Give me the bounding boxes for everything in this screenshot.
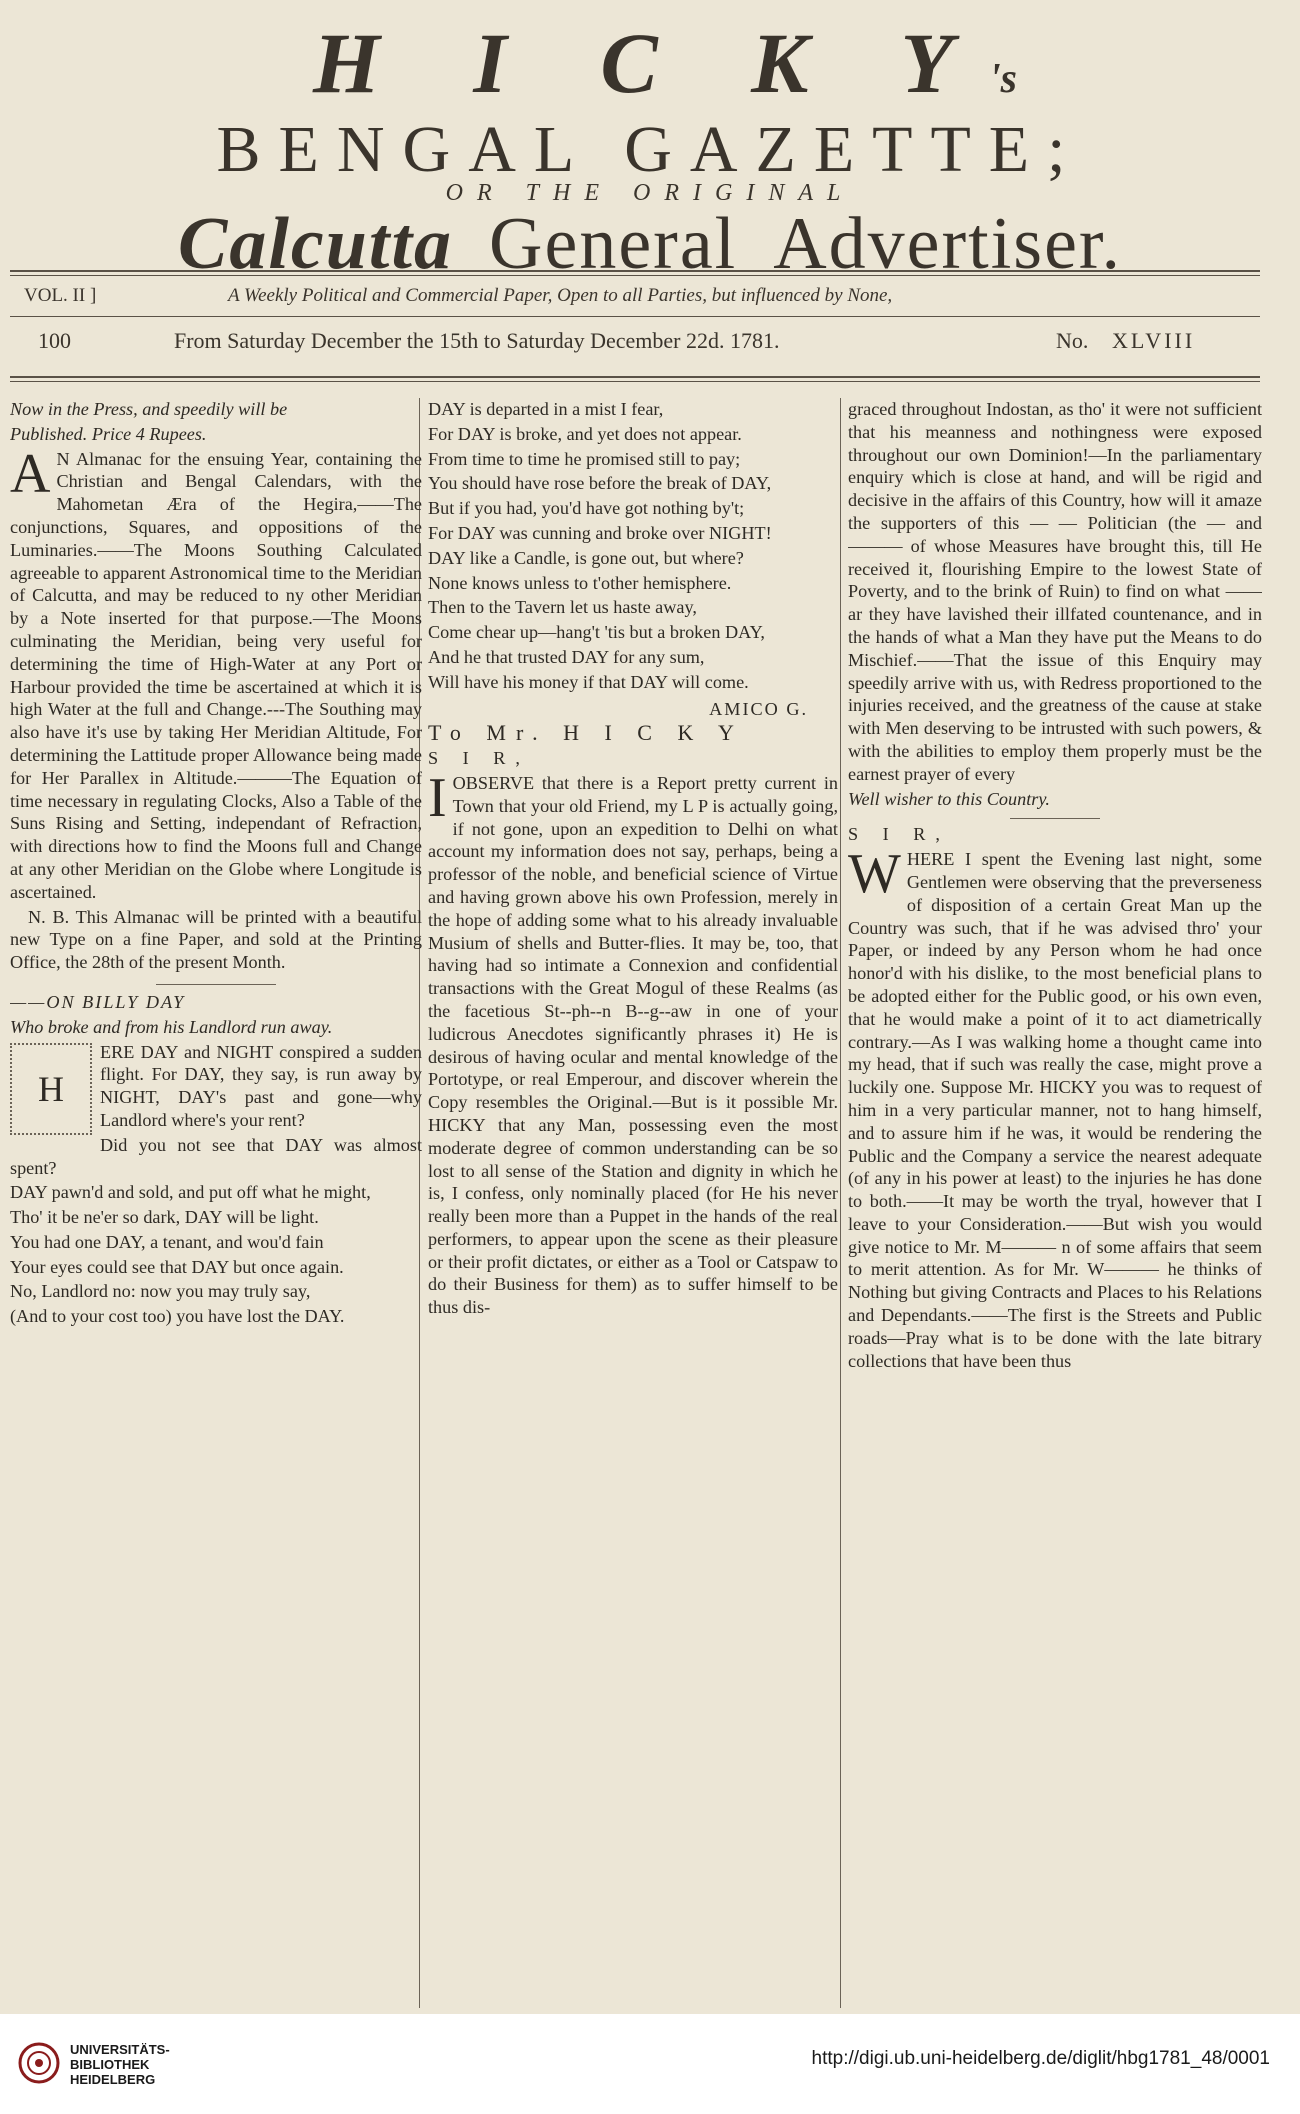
masthead-subtitle: BENGAL GAZETTE;	[216, 113, 1084, 186]
masthead-rule-top	[10, 270, 1260, 272]
viewer-footer	[0, 2014, 1300, 2114]
verse-line: Come chear up—hang't 'tis but a broken DAY,	[428, 622, 765, 643]
almanac-heading-1: Now in the Press, and speedily will be	[10, 399, 288, 419]
poem-line: Did you not see that DAY was almost spent?	[10, 1134, 422, 1178]
poem-subtitle: Who broke and from his Landlord run away.	[10, 1016, 333, 1037]
verse-line: Then to the Tavern let us haste away,	[428, 597, 697, 618]
letter-signature: Well wisher to this Country.	[848, 788, 1050, 809]
library-name: UNIVERSITÄTS- BIBLIOTHEK HEIDELBERG	[70, 2042, 170, 2087]
poem-line: No, Landlord no: now you may truly say,	[10, 1281, 311, 1302]
poem-line: (And to your cost too) you have lost the DAY.	[10, 1306, 345, 1327]
issue-no-label: No.	[1056, 328, 1089, 353]
poem-line: DAY pawn'd and sold, and put off what he might,	[10, 1182, 371, 1203]
verse-line: And he that trusted DAY for any sum,	[428, 646, 705, 667]
second-letter-body: WHERE I spent the Evening last night, some Gentlemen were observing that the preverseness of disposition of a certain Great Man up the Country was such, that if he was advised thro' your Paper, or indeed by any Person whom he had once honor'd with his dislike, to the most beneficial plans to be adopted either for the Public good, or his own even, that he would make a point of it to act diametrically contrary.—As I was walking home a thought came into my head, that if such was really the case, might prove a luckily one. Suppose Mr. HICKY you was to request of him in a very particular manner, not to hang himself, and to assure him if he was, it would be rendering the Public and the Company a service the nearest adequate (of any in his power at least) to the injuries he has done to both.——It may be worth the tryal, however that I leave to your Consideration.——But wish you would give notice to Mr. M——— n of some affairs that seem to merit attention. As for Mr. W——— he thinks of Nothing but giving Contracts and Places to his Relations and Dependants.——The first is the Streets and Public roads—Pray what is to be done with the late bitrary collections that have been thus	[848, 843, 1262, 1371]
info-rule	[10, 316, 1260, 317]
info-line	[10, 283, 1260, 313]
letter-salutation: S I R,	[428, 748, 530, 769]
column-divider-2	[840, 398, 841, 2008]
second-letter-salutation: S I R,	[848, 824, 950, 845]
issue-number: XLVIII	[1112, 328, 1196, 353]
second-letter-dropcap: W	[848, 843, 901, 906]
volume-label: VOL. II ]	[24, 285, 97, 306]
verse-line: Will have his money if that DAY will come.	[428, 671, 749, 692]
letter-continuation: graced throughout Indostan, as tho' it were not sufficient that his meanness and nothingness were exposed throughout our own Dominion!—In the parliamentary enquiry which is close at hand, and will be rigid and decisive in the affairs of this Country, how will it amaze the supporters of this — — Politician (the — and ——— of whose Measures have brought this, till He received it, flourishing Empire to the lowest State of Poverty, and to the brink of Ruin) to find on what —— ar they have lavished their illfated countenance, and in the hands of what a Man they have put the Means to do Mischief.——That the issue of this Enquiry may speedily arrive with us, with Redress proportioned to the injuries received, and the greatness of the cause at stake with Men deserving to be intrusted with such powers, & with the abilities to employ them properly must be the earnest prayer of every	[848, 399, 1262, 784]
letter-dropcap: I	[428, 766, 447, 829]
almanac-heading-2: Published. Price 4 Rupees.	[10, 423, 207, 444]
poem-title: ——ON BILLY DAY	[10, 991, 186, 1012]
poem-line: Your eyes could see that DAY but once again.	[10, 1256, 344, 1277]
almanac-dropcap: A	[10, 442, 51, 505]
issue-rule-thin	[10, 381, 1260, 382]
permalink-url[interactable]: http://digi.ub.uni-heidelberg.de/diglit/hbg1781_48/0001	[811, 2048, 1270, 2069]
ornamental-initial: H	[10, 1043, 92, 1135]
issue-rule	[10, 376, 1260, 378]
almanac-advert: A N Almanac for the ensuing Year, containing the Christian and Bengal Calendars, with the Mahometan Æra of the Hegira,——The conjunctions, Squares, and oppositions of the Luminaries.——The Moons Southing Calculated agreeable to apparent Astronomical time to the Meridian of Calcutta, and may be reduced to ny other Meridian by a Note inserted for that purpose.—The Moons culminating the Meridian, being very useful for determining the time of High-Water at any Port or Harbour provided the time be ascertained at which it is high Water at the full and Change.---The Southing may also have it's use by taking Her Meridian Altitude, For determining the Lattitude proper Allowance being made for Her Parallex in Altitude.———The Equation of time necessary in regulating Clocks, Also a Table of the Suns Rising and Setting, independant of Refraction, with directions how to find the Moons full and Change at any other Meridian on the Globe where Longitude is ascertained.	[10, 442, 422, 902]
masthead	[0, 15, 1300, 285]
verse-line: None knows unless to t'other hemisphere.	[428, 572, 732, 593]
letter-body: IOBSERVE that there is a Report pretty current in Town that your old Friend, my L P is actually going, if not gone, upon an expedition to Delhi on what account my information does not say, perhaps, being a professor of the noble, and beneficial science of Virtue and having grown above his own Profession, merely in the hope of adding some what to his already invaluable Musium of shells and Butter-flies. It may be, too, that having had so intimate a Connexion and confidential transactions with the Great Mogul of these Realms (as the facetious St--ph--n B--g--aw in one of your ludicrous Anecdotes significantly phrases it) He is desirous of having ocular and mental knowledge of the Portotype, or real Emperour, and discover wherein the Copy resembles the Original.—But is it possible Mr. HICKY that any Man, possessing even the most moderate degree of common understanding can be so lost to all sense of the Station and dignity in which he is, I confess, only nominally placed (for He his never really been more than a Puppet in the hands of the real performers, to appear upon the scene as their pleasure or their profit dictates, or either as a Tool or Catspaw to do their Business for them) as to suffer himself to be thus dis-	[428, 766, 838, 1318]
verse-line: You should have rose before the break of DAY,	[428, 473, 772, 494]
poem-signature: AMICO G.	[709, 698, 808, 719]
poem-opening: H ERE DAY and NIGHT conspired a sudden flight. For DAY, they say, is run away by NIGHT, DAY's past and gone—why Landlord where's your rent?	[10, 1041, 422, 1132]
letter-address: To Mr. H I C K Y	[428, 720, 744, 746]
masthead-or-line: OR THE ORIGINAL	[445, 180, 855, 206]
issue-line	[10, 326, 1260, 360]
almanac-note: N. B. This Almanac will be printed with a beautiful new Type on a fine Paper, and sold at the Printing Office, the 28th of the present Month.	[10, 906, 422, 973]
column-2	[428, 398, 838, 2008]
verse-line: For DAY is broke, and yet does not appear.	[428, 423, 742, 444]
column-1	[10, 398, 422, 2008]
poem-line: You had one DAY, a tenant, and wou'd fain	[10, 1231, 324, 1252]
masthead-rule-top-thin	[10, 275, 1260, 276]
verse-line: For DAY was cunning and broke over NIGHT!	[428, 522, 772, 543]
verse-line: DAY like a Candle, is gone out, but where?	[428, 547, 744, 568]
masthead-calcutta-line: Calcutta General Advertiser.	[178, 203, 1122, 285]
poem-line: Tho' it be ne'er so dark, DAY will be light.	[10, 1207, 319, 1228]
page-number: 100	[38, 328, 71, 353]
paper-description: A Weekly Political and Commercial Paper, Open to all Parties, but influenced by None,	[228, 285, 893, 306]
issue-dates: From Saturday December the 15th to Saturday December 22d. 1781.	[174, 328, 780, 353]
verse-line: DAY is departed in a mist I fear,	[428, 399, 664, 419]
masthead-title: H I C K Y's	[312, 15, 1018, 111]
section-divider	[156, 984, 276, 985]
verse-line: From time to time he promised still to pay;	[428, 448, 741, 469]
section-divider	[1010, 818, 1100, 819]
university-seal-icon	[18, 2042, 60, 2084]
verse-line: But if you had, you'd have got nothing by't;	[428, 498, 745, 519]
column-3	[848, 398, 1262, 2008]
